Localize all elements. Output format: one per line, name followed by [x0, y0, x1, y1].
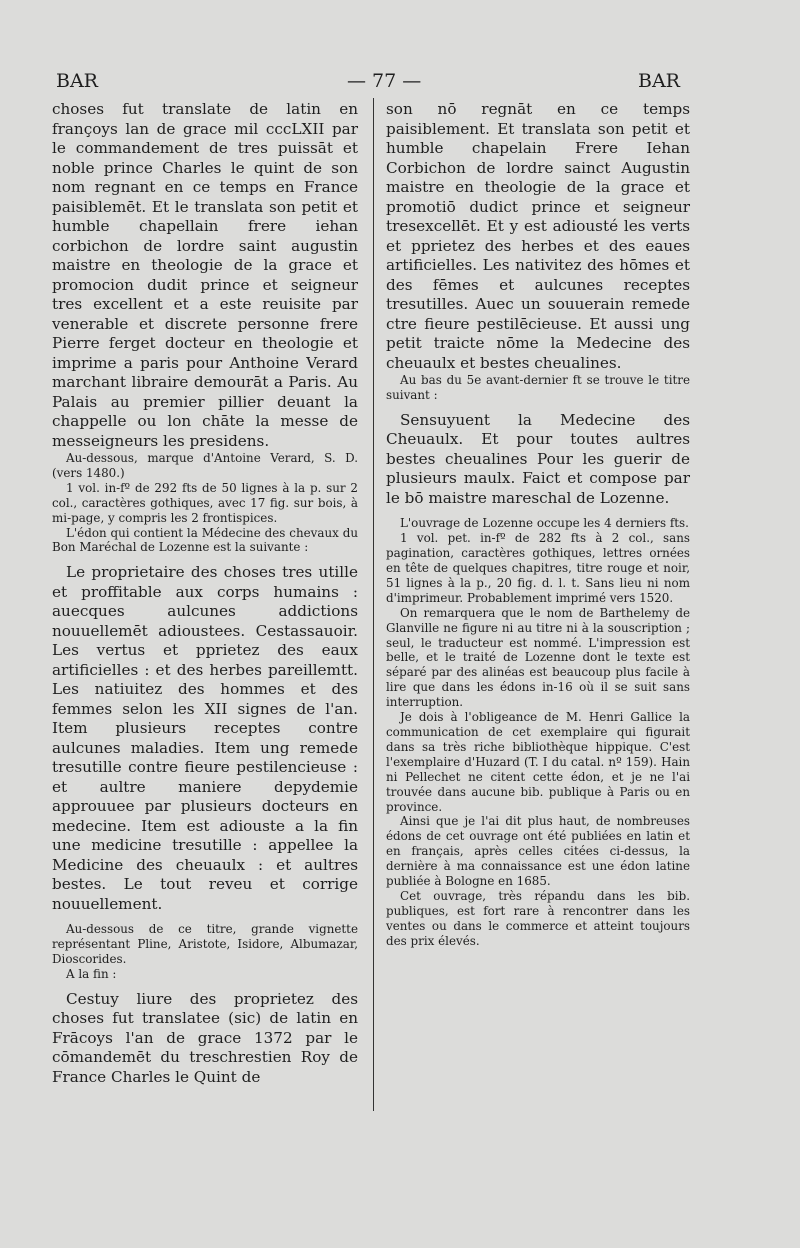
note: 1 vol. in-fº de 292 fts de 50 lignes à la p. sur 2 col., caractères gothiques, avec 17 fig. sur bois, à mi-page, y compris les 2 frontispices. — [52, 480, 358, 525]
note: Au-dessous de ce titre, grande vignette représentant Pline, Aristote, Isidore, Albumazar, Dioscorides. — [52, 922, 358, 967]
paragraph: Cestuy liure des proprietez des choses fut translatee (sic) de latin en Frācoys l'an de grace 1372 par le cōmandemēt du treschrestien Roy de France Charles le Quint de — [52, 989, 358, 1086]
note: L'ouvrage de Lozenne occupe les 4 derniers fts. — [400, 516, 689, 531]
note: Ainsi que je l'ai dit plus haut, de nombreuses édons de cet ouvrage ont été publiées en latin et en français, après celles citées ci-dessus, la dernière à ma connaissance est une édon latine publiée à Bologne en 1685. — [386, 814, 690, 889]
left-column — [52, 100, 358, 1087]
note: A la fin : — [66, 967, 117, 982]
paragraph: son nō regnāt en ce temps paisiblement. Et translata son petit et humble chapelain Frere Iehan Corbichon de lordre sainct Augustin maistre en theologie de la grace et promotiō dudict prince et seigneur tresexcellēt. Et y est adiousté les verts et pprietez des herbes et des eaues artificielles. Les nativitez des hōmes et des fēmes et aulcunes receptes tresutilles. Auec un souuerain remede ctre fieure pestilēcieuse. Et aussi ung petit traicte nōme la Medecine des cheuaulx et bestes cheualines. — [386, 100, 690, 372]
right-column — [386, 100, 690, 949]
page-number: — 77 — — [347, 70, 422, 92]
note: Au bas du 5e avant-dernier ft se trouve le titre suivant : — [386, 373, 690, 402]
note: On remarquera que le nom de Barthelemy de Glanville ne figure ni au titre ni à la souscription ; seul, le traducteur est nommé. L'impression est belle, et le traité de Lozenne dont le texte est séparé par des alinéas est beaucoup plus facile à lire que dans les édons in-16 où il se suit sans interruption. — [386, 605, 690, 710]
paragraph: Le proprietaire des choses tres utille et proffitable aux corps humains : auecques aulcunes addictions nouuellemēt adioustees. Cestassauoir. Les vertus et pprietez des eaux artificielles : et des herbes pareillemtt. Les natiuitez des hommes et des femmes selon les XII signes de l'an. Item plusieurs receptes contre aulcunes maladies. Item ung remede tresutille contre fieure pestilencieuse : et aultre maniere depydemie approuuee par plusieurs docteurs en medecine. Item est adiouste a la fin une medicine tresutille : appellee la Medicine des cheuaulx : et aultres bestes. Le tout reveu et corrige nouuellement. — [52, 563, 358, 913]
paragraph: choses fut translate de latin en françoys lan de grace mil cccLXII par le commandement de tres puissāt et noble prince Charles le quint de son nom regnant en ce temps en France paisiblemēt. Et le translata son petit et humble chapellain frere iehan corbichon de lordre saint augustin maistre en theologie de la grace et promocion dudit prince et seigneur tres excellent et a este reuisite par venerable et discrete personne frere Pierre ferget docteur en theologie et imprime a paris pour Anthoine Verard marchant libraire demourāt a Paris. Au Palais au premier pillier deuant la chappelle ou lon chāte la messe de messeigneurs les presidens. — [52, 100, 358, 450]
note: Je dois à l'obligeance de M. Henri Gallice la communication de cet exemplaire qui figurait dans sa très riche bibliothèque hippique. C'est l'exemplaire d'Huzard (T. I du catal. nº 159). Hain ni Pellechet ne citent cette édon, et je ne l'ai trouvée dans aucune bib. publique à Paris ou en province. — [386, 710, 690, 814]
paragraph: Sensuyuent la Medecine des Cheuaulx. Et pour toutes aultres bestes cheualines Pour les guerir de plusieurs maulx. Faict et compose par le bō maistre mareschal de Lozenne. — [386, 410, 690, 507]
note: Cet ouvrage, très répandu dans les bib. publiques, est fort rare à rencontrer dans les ventes ou dans le commerce et atteint toujours des prix élevés. — [386, 888, 690, 948]
note: 1 vol. pet. in-fº de 282 fts à 2 col., sans pagination, caractères gothiques, lettres ornées en tête de quelques chapitres, titre rouge et noir, 51 lignes à la p., 20 fig. d. l. t. Sans lieu ni nom d'imprimeur. Probablement imprimé vers 1520. — [386, 531, 690, 605]
note: Au-dessous, marque d'Antoine Verard, S. D. (vers 1480.) — [52, 451, 358, 480]
column-divider — [373, 98, 374, 1111]
note: L'édon qui contient la Médecine des chevaux du Bon Maréchal de Lozenne est la suivante : — [52, 525, 358, 555]
running-head-left: BAR — [56, 70, 98, 92]
running-head-right: BAR — [638, 70, 680, 92]
